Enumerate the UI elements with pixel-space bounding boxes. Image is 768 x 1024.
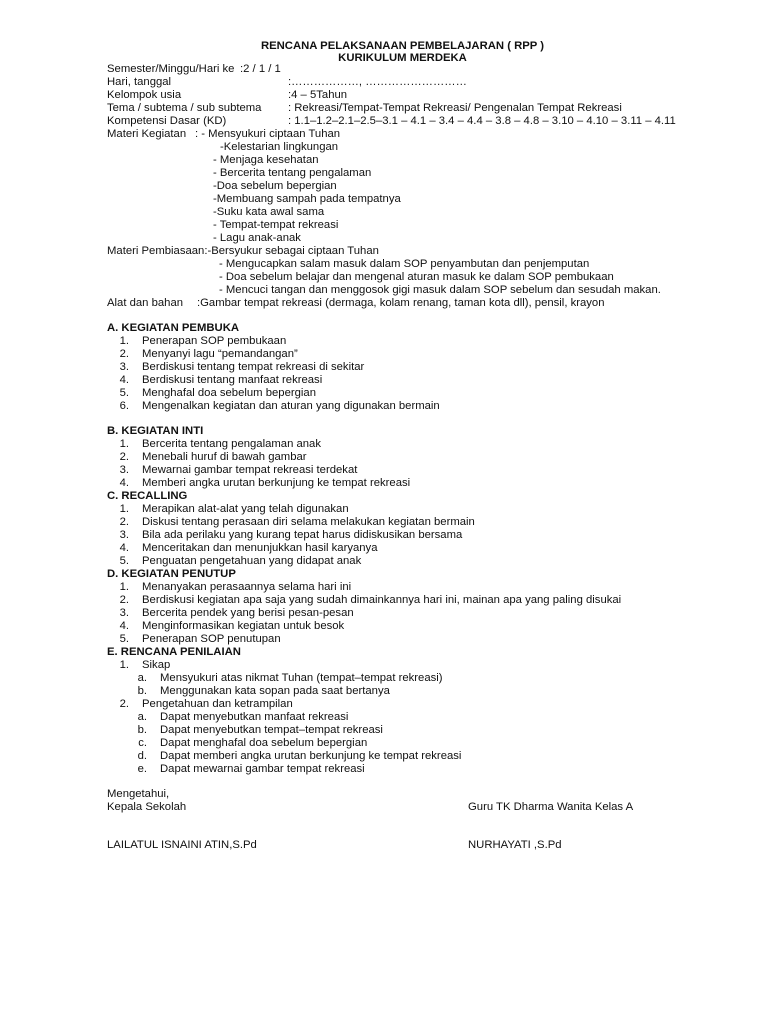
materi-pembiasaan-item: - Mencuci tangan dan menggosok gigi masuk dalam SOP sebelum dan sesudah makan. — [219, 284, 661, 296]
list-text: Mewarnai gambar tempat rekreasi terdekat — [142, 464, 358, 476]
mengetahui-label: Mengetahui, — [107, 788, 170, 800]
list-letter: a. — [137, 672, 147, 684]
list-number: 2. — [119, 698, 129, 710]
header-label: Kelompok usia — [107, 89, 182, 101]
header-label: Kompetensi Dasar (KD) — [107, 115, 227, 127]
list-text: Menyanyi lagu “pemandangan” — [142, 348, 298, 360]
materi-kegiatan-item: - Bercerita tentang pengalaman — [213, 167, 372, 179]
list-text: Dapat menghafal doa sebelum bepergian — [160, 737, 368, 749]
list-text: Penerapan SOP penutupan — [142, 633, 281, 645]
list-number: 1. — [119, 503, 129, 515]
list-number: 3. — [119, 361, 129, 373]
materi-kegiatan-item: -Kelestarian lingkungan — [220, 141, 339, 153]
list-text: Sikap — [142, 659, 171, 671]
materi-kegiatan-label: Materi Kegiatan — [107, 128, 187, 140]
section-heading-inti: B. KEGIATAN INTI — [107, 425, 204, 437]
list-text: Penguatan pengetahuan yang didapat anak — [142, 555, 362, 567]
materi-kegiatan-item: -Doa sebelum bepergian — [213, 180, 337, 192]
document-subtitle: KURIKULUM MERDEKA — [338, 52, 467, 64]
list-text: Bercerita pendek yang berisi pesan-pesan — [142, 607, 354, 619]
list-text: Berdiskusi tentang manfaat rekreasi — [142, 374, 323, 386]
header-value: :4 – 5Tahun — [288, 89, 348, 101]
list-text: Menggunakan kata sopan pada saat bertanya — [160, 685, 390, 697]
section-heading-pembuka: A. KEGIATAN PEMBUKA — [107, 322, 240, 334]
materi-pembiasaan-item: - Doa sebelum belajar dan mengenal aturan masuk ke dalam SOP pembukaan — [219, 271, 614, 283]
list-number: 4. — [119, 542, 129, 554]
list-number: 2. — [119, 451, 129, 463]
list-number: 1. — [119, 335, 129, 347]
list-text: Bila ada perilaku yang kurang tepat harus didiskusikan bersama — [142, 529, 463, 541]
materi-kegiatan-item: - Menjaga kesehatan — [213, 154, 319, 166]
header-value: : 1.1–1.2–2.1–2.5–3.1 – 4.1 – 3.4 – 4.4 – 3.8 – 4.8 – 3.10 – 4.10 – 3.11 – 4.11 — [288, 115, 676, 127]
alat-bahan-label: Alat dan bahan — [107, 297, 184, 309]
header-label: Hari, tanggal — [107, 76, 172, 88]
teacher-role: Guru TK Dharma Wanita Kelas A — [468, 801, 634, 813]
list-text: Menebali huruf di bawah gambar — [142, 451, 307, 463]
list-text: Mengenalkan kegiatan dan aturan yang digunakan bermain — [142, 400, 440, 412]
list-text: Menghafal doa sebelum bepergian — [142, 387, 316, 399]
list-text: Berdiskusi tentang tempat rekreasi di sekitar — [142, 361, 365, 373]
materi-pembiasaan-label: Materi Pembiasaan:-Bersyukur sebagai ciptaan Tuhan — [107, 245, 379, 257]
list-text: Merapikan alat-alat yang telah digunakan — [142, 503, 349, 515]
list-number: 2. — [119, 594, 129, 606]
principal-name: LAILATUL ISNAINI ATIN,S.Pd — [107, 839, 257, 851]
list-text: Menceritakan dan menunjukkan hasil karyanya — [142, 542, 378, 554]
list-number: 5. — [119, 387, 129, 399]
list-letter: a. — [137, 711, 147, 723]
list-number: 1. — [119, 581, 129, 593]
list-number: 2. — [119, 348, 129, 360]
list-number: 1. — [119, 438, 129, 450]
list-number: 1. — [119, 659, 129, 671]
list-text: Menanyakan perasaannya selama hari ini — [142, 581, 352, 593]
document-title: RENCANA PELAKSANAAN PEMBELAJARAN ( RPP ) — [260, 40, 545, 52]
list-number: 6. — [119, 400, 129, 412]
header-label: Tema / subtema / sub subtema — [107, 102, 262, 114]
list-number: 2. — [119, 516, 129, 528]
materi-pembiasaan-item: - Mengucapkan salam masuk dalam SOP penyambutan dan penjemputan — [219, 258, 590, 270]
section-heading-penilaian: E. RENCANA PENILAIAN — [107, 646, 241, 658]
list-text: Mensyukuri atas nikmat Tuhan (tempat–tempat rekreasi) — [160, 672, 443, 684]
principal-role: Kepala Sekolah — [107, 801, 187, 813]
list-number: 4. — [119, 477, 129, 489]
list-number: 5. — [119, 633, 129, 645]
list-letter: d. — [137, 750, 147, 762]
materi-kegiatan-item: - Tempat-tempat rekreasi — [213, 219, 339, 231]
list-text: Dapat menyebutkan manfaat rekreasi — [160, 711, 349, 723]
materi-kegiatan-item: : - Mensyukuri ciptaan Tuhan — [195, 128, 341, 140]
list-text: Diskusi tentang perasaan diri selama melakukan kegiatan bermain — [142, 516, 475, 528]
list-text: Dapat mewarnai gambar tempat rekreasi — [160, 763, 365, 775]
materi-kegiatan-item: -Suku kata awal sama — [213, 206, 325, 218]
list-text: Bercerita tentang pengalaman anak — [142, 438, 321, 450]
header-value: :2 / 1 / 1 — [240, 63, 281, 75]
list-letter: c. — [138, 737, 147, 749]
list-number: 5. — [119, 555, 129, 567]
list-number: 3. — [119, 607, 129, 619]
header-value: :………………, ……………………… — [288, 76, 467, 88]
materi-kegiatan-item: - Lagu anak-anak — [213, 232, 301, 244]
list-letter: b. — [137, 685, 147, 697]
list-number: 3. — [119, 529, 129, 541]
list-number: 4. — [119, 374, 129, 386]
list-text: Berdiskusi kegiatan apa saja yang sudah dimainkannya hari ini, mainan apa yang paling disukai — [142, 594, 622, 606]
list-number: 3. — [119, 464, 129, 476]
header-value: : Rekreasi/Tempat-Tempat Rekreasi/ Pengenalan Tempat Rekreasi — [288, 102, 622, 114]
list-number: 4. — [119, 620, 129, 632]
teacher-name: NURHAYATI ,S.Pd — [468, 839, 562, 851]
list-letter: b. — [137, 724, 147, 736]
list-text: Dapat menyebutkan tempat–tempat rekreasi — [160, 724, 383, 736]
list-text: Menginformasikan kegiatan untuk besok — [142, 620, 345, 632]
section-heading-penutup: D. KEGIATAN PENUTUP — [107, 568, 236, 580]
section-heading-recalling: C. RECALLING — [107, 490, 188, 502]
list-text: Dapat memberi angka urutan berkunjung ke tempat rekreasi — [160, 750, 462, 762]
list-text: Pengetahuan dan ketrampilan — [142, 698, 293, 710]
list-text: Penerapan SOP pembukaan — [142, 335, 287, 347]
materi-kegiatan-item: -Membuang sampah pada tempatnya — [213, 193, 401, 205]
list-letter: e. — [137, 763, 147, 775]
alat-bahan-value: :Gambar tempat rekreasi (dermaga, kolam renang, taman kota dll), pensil, krayon — [197, 297, 605, 309]
list-text: Memberi angka urutan berkunjung ke tempat rekreasi — [142, 477, 411, 489]
header-label: Semester/Minggu/Hari ke — [107, 63, 235, 75]
